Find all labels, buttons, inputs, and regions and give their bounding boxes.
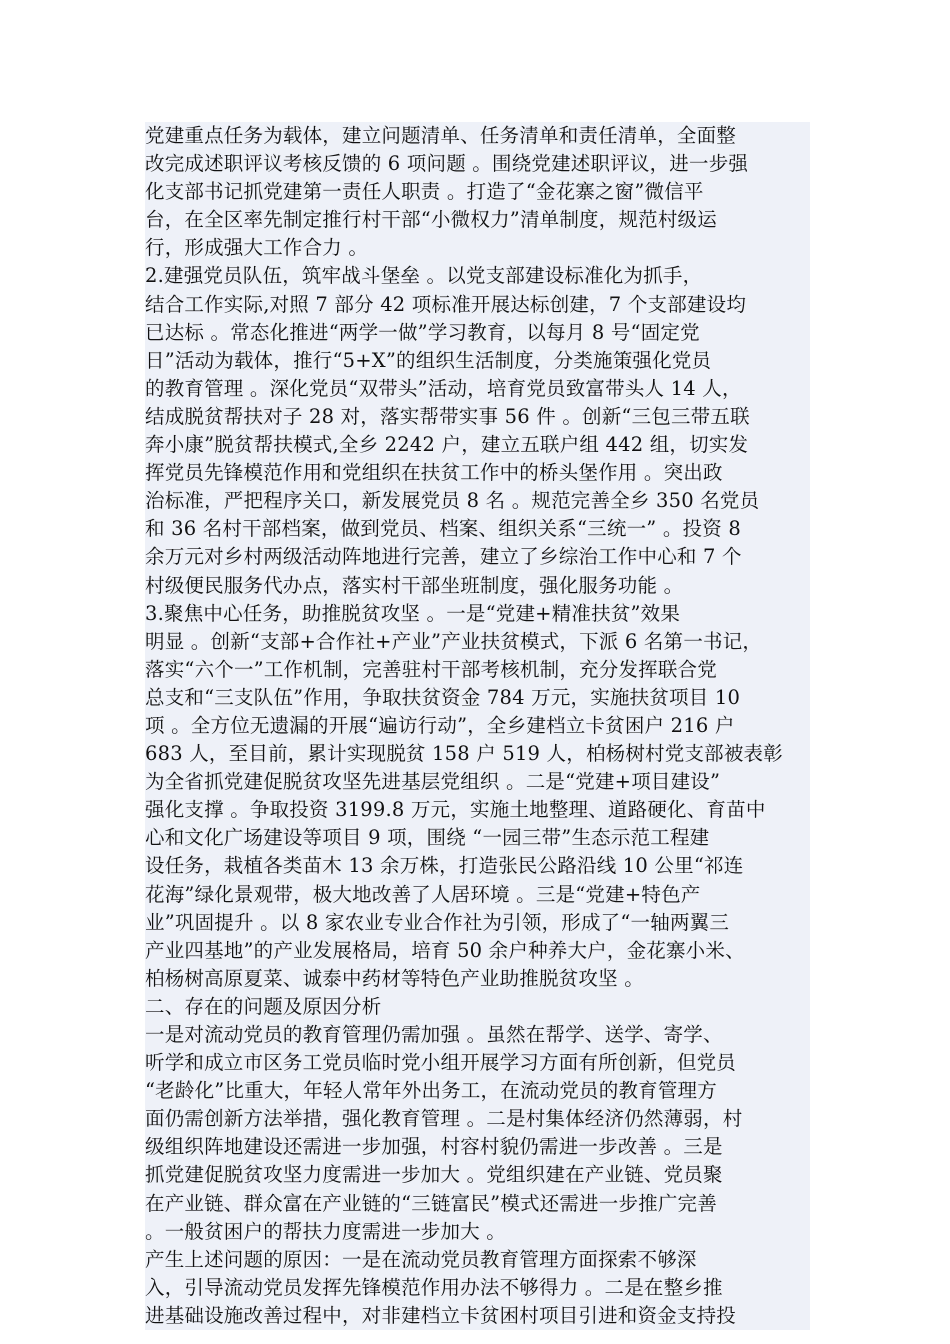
text-line: 业”巩固提升 。以 8 家农业专业合作社为引领，形成了“一轴两翼三 xyxy=(145,910,730,934)
text-line: 日”活动为载体，推行“5+X”的组织生活制度，分类施策强化党员 xyxy=(145,348,712,372)
text-line: 奔小康”脱贫帮扶模式,全乡 2242 户，建立五联户组 442 组，切实发 xyxy=(145,433,749,457)
text-line: 抓党建促脱贫攻坚力度需进一步加大 。党组织建在产业链、党员聚 xyxy=(145,1163,723,1187)
text-line: 已达标 。常态化推进“两学一做”学习教育，以每月 8 号“固定党 xyxy=(145,320,700,344)
text-line: 明显 。创新“支部+合作社+产业”产业扶贫模式，下派 6 名第一书记， xyxy=(145,629,763,653)
text-line: 台，在全区率先制定推行村干部“小微权力”清单制度，规范村级运 xyxy=(145,208,717,232)
text-line: 改完成述职评议考核反馈的 6 项问题 。围绕党建述职评议，进一步强 xyxy=(145,152,749,176)
text-line: 落实“六个一”工作机制，完善驻村干部考核机制，充分发挥联合党 xyxy=(145,657,717,681)
document-body xyxy=(145,122,810,1330)
text-line: 听学和成立市区务工党员临时党小组开展学习方面有所创新，但党员 xyxy=(145,1051,737,1075)
text-line: 为全省抓党建促脱贫攻坚先进基层党组织 。二是“党建+项目建设” xyxy=(145,770,721,794)
text-line: 在产业链、群众富在产业链的“三链富民”模式还需进一步推广完善 xyxy=(145,1191,717,1215)
text-line: 2.建强党员队伍，筑牢战斗堡垒 。以党支部建设标准化为抓手， xyxy=(145,264,703,288)
text-line: 一是对流动党员的教育管理仍需加强 。虽然在帮学、送学、寄学、 xyxy=(145,1023,723,1046)
section-heading: 二、存在的问题及原因分析 xyxy=(145,994,382,1018)
text-line: 产业四基地”的产业发展格局，培育 50 余户种养大户，金花寨小米、 xyxy=(145,938,745,962)
text-line: 结合工作实际,对照 7 部分 42 项标准开展达标创建，7 个支部建设均 xyxy=(145,292,747,316)
text-line: 心和文化广场建设等项目 9 项，围绕 “一园三带”生态示范工程建 xyxy=(145,826,710,850)
text-line: 村级便民服务代办点，落实村干部坐班制度，强化服务功能 。 xyxy=(145,573,684,597)
text-line: 683 人，至目前，累计实现脱贫 158 户 519 人，柏杨树村党支部被表彰 xyxy=(145,742,783,766)
text-line: 3.聚焦中心任务，助推脱贫攻坚 。一是“党建+精准扶贫”效果 xyxy=(145,601,681,625)
text-line: 入，引导流动党员发挥先锋模范作用办法不够得力 。二是在整乡推 xyxy=(145,1275,723,1299)
text-line: 结成脱贫帮扶对子 28 对，落实帮带实事 56 件 。创新“三包三带五联 xyxy=(145,404,750,428)
text-line: 和 36 名村干部档案，做到党员、档案、组织关系“三统一” 。投资 8 xyxy=(145,517,741,541)
text-line: 化支部书记抓党建第一责任人职责 。打造了“金花寨之窗”微信平 xyxy=(145,180,704,204)
text-line: 花海”绿化景观带，极大地改善了人居环境 。三是“党建+特色产 xyxy=(145,882,701,906)
text-line: 柏杨树高原夏菜、诚泰中药材等特色产业助推脱贫攻坚 。 xyxy=(145,966,644,990)
text-line: 党建重点任务为载体，建立问题清单、任务清单和责任清单，全面整 xyxy=(145,124,737,147)
text-line: 的教育管理 。深化党员“双带头”活动，培育党员致富带头人 14 人， xyxy=(145,376,742,400)
text-line: 总支和“三支队伍”作用，争取扶贫资金 784 万元，实施扶贫项目 10 xyxy=(145,685,741,709)
text-line: 余万元对乡村两级活动阵地进行完善，建立了乡综治工作中心和 7 个 xyxy=(145,545,742,569)
text-line: 设任务，栽植各类苗木 13 余万株，打造张民公路沿线 10 公里“祁连 xyxy=(145,854,744,878)
text-line: 产生上述问题的原因：一是在流动党员教育管理方面探索不够深 xyxy=(145,1247,697,1271)
text-line: 。一般贫困户的帮扶力度需进一步加大 。 xyxy=(145,1219,506,1243)
text-line: 进基础设施改善过程中，对非建档立卡贫困村项目引进和资金支持投 xyxy=(145,1303,737,1327)
text-line: “老龄化”比重大，年轻人常年外出务工，在流动党员的教育管理方 xyxy=(145,1079,717,1103)
text-line: 项 。全方位无遗漏的开展“遍访行动”，全乡建档立卡贫困户 216 户 xyxy=(145,713,735,737)
text-line: 挥党员先锋模范作用和党组织在扶贫工作中的桥头堡作用 。突出政 xyxy=(145,461,723,485)
text-line: 面仍需创新方法举措，强化教育管理 。二是村集体经济仍然薄弱，村 xyxy=(145,1107,743,1131)
text-line: 级组织阵地建设还需进一步加强，村容村貌仍需进一步改善 。三是 xyxy=(145,1135,723,1159)
text-line: 治标准，严把程序关口，新发展党员 8 名 。规范完善全乡 350 名党员 xyxy=(145,489,760,513)
text-line: 行，形成强大工作合力 。 xyxy=(145,236,369,260)
text-line: 强化支撑 。争取投资 3199.8 万元，实施土地整理、道路硬化、育苗中 xyxy=(145,798,766,822)
